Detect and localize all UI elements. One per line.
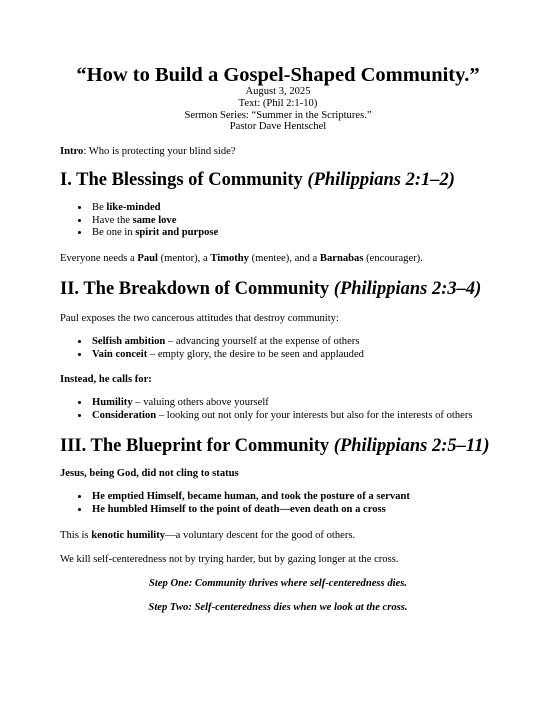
blessings-list bbox=[60, 202, 496, 240]
step-two: Step Two: Self-centeredness dies when we look at the cross. bbox=[148, 601, 408, 613]
section-1-title: I. The Blessings of Community bbox=[60, 170, 308, 191]
text-emphasis: Timothy bbox=[210, 252, 249, 264]
item-emphasis: Selfish ambition bbox=[92, 335, 166, 347]
intro-text: : Who is protecting your blind side? bbox=[83, 146, 236, 158]
section-3-reference: (Philippians 2:5–11) bbox=[333, 436, 490, 457]
item-text: – valuing others above yourself bbox=[132, 397, 269, 409]
section-2-reference: (Philippians 2:3–4) bbox=[333, 278, 482, 299]
attitudes-list bbox=[60, 336, 496, 361]
item-emphasis: same love bbox=[132, 214, 177, 226]
item-text: Be one in bbox=[92, 227, 136, 239]
self-centeredness-paragraph: We kill self-centeredness not by trying harder, but by gazing longer at the cross. bbox=[60, 553, 399, 565]
item-text: – advancing yourself at the expense of others bbox=[165, 335, 360, 347]
calls-list bbox=[60, 397, 496, 422]
intro-label: Intro bbox=[60, 146, 84, 158]
section-2-title: II. The Breakdown of Community bbox=[60, 278, 334, 299]
pastor-name: Pastor Dave Hentschel bbox=[229, 121, 327, 133]
item-emphasis: Humility bbox=[92, 397, 133, 409]
intro-line bbox=[60, 145, 496, 158]
text-emphasis: Paul bbox=[137, 252, 158, 264]
sermon-date: August 3, 2025 bbox=[245, 86, 311, 97]
list-item bbox=[90, 215, 496, 228]
text-run: —a voluntary descent for the good of others. bbox=[165, 529, 356, 541]
sermon-text-reference: Text: (Phil 2:1-10) bbox=[238, 97, 318, 109]
list-item bbox=[90, 227, 496, 240]
item-text: Have the bbox=[92, 214, 133, 226]
section-2-heading bbox=[60, 278, 496, 300]
sermon-series: Sermon Series: “Summer in the Scriptures.” bbox=[184, 109, 372, 121]
list-item bbox=[90, 202, 496, 215]
item-emphasis: Vain conceit bbox=[92, 348, 148, 360]
list-item bbox=[90, 336, 496, 349]
calls-label: Instead, he calls for: bbox=[60, 374, 152, 386]
item-emphasis: like-minded bbox=[106, 202, 161, 214]
section-3-heading bbox=[60, 435, 496, 457]
text-run: Everyone needs a bbox=[60, 252, 138, 264]
christ-list bbox=[60, 491, 496, 516]
item-text: – looking out not only for your interests but also for the interests of others bbox=[156, 409, 473, 421]
sermon-title: “How to Build a Gospel-Shaped Community.” bbox=[76, 64, 480, 86]
text-run: (encourager). bbox=[363, 252, 423, 264]
item-emphasis: spirit and purpose bbox=[135, 227, 219, 239]
list-item: • He humbled Himself to the point of death—even death on a cross bbox=[90, 504, 496, 517]
list-item bbox=[90, 410, 496, 423]
section-1-heading bbox=[60, 169, 496, 191]
text-run: (mentor), a bbox=[157, 252, 211, 264]
text-emphasis: Barnabas bbox=[319, 252, 364, 264]
section-3-lead: Jesus, being God, did not cling to status bbox=[60, 468, 239, 480]
text-emphasis: kenotic humility bbox=[91, 529, 166, 541]
section-1-reference: (Philippians 2:1–2) bbox=[307, 170, 455, 191]
section-3-title: III. The Blueprint for Community bbox=[60, 436, 334, 457]
list-item: • He emptied Himself, became human, and took the posture of a servant bbox=[90, 491, 496, 504]
item-text: – empty glory, the desire to be seen and applauded bbox=[147, 348, 364, 360]
list-item bbox=[90, 397, 496, 410]
text-run: (mentee), and a bbox=[248, 252, 320, 264]
mentor-paragraph bbox=[60, 252, 496, 265]
item-text: Be bbox=[92, 202, 107, 214]
step-one: Step One: Community thrives where self-centeredness dies. bbox=[148, 577, 408, 589]
list-item bbox=[90, 349, 496, 362]
kenotic-paragraph bbox=[60, 529, 496, 542]
text-run: This is bbox=[60, 529, 92, 541]
section-2-intro: Paul exposes the two cancerous attitudes that destroy community: bbox=[60, 312, 339, 324]
item-emphasis: Consideration bbox=[92, 409, 157, 421]
